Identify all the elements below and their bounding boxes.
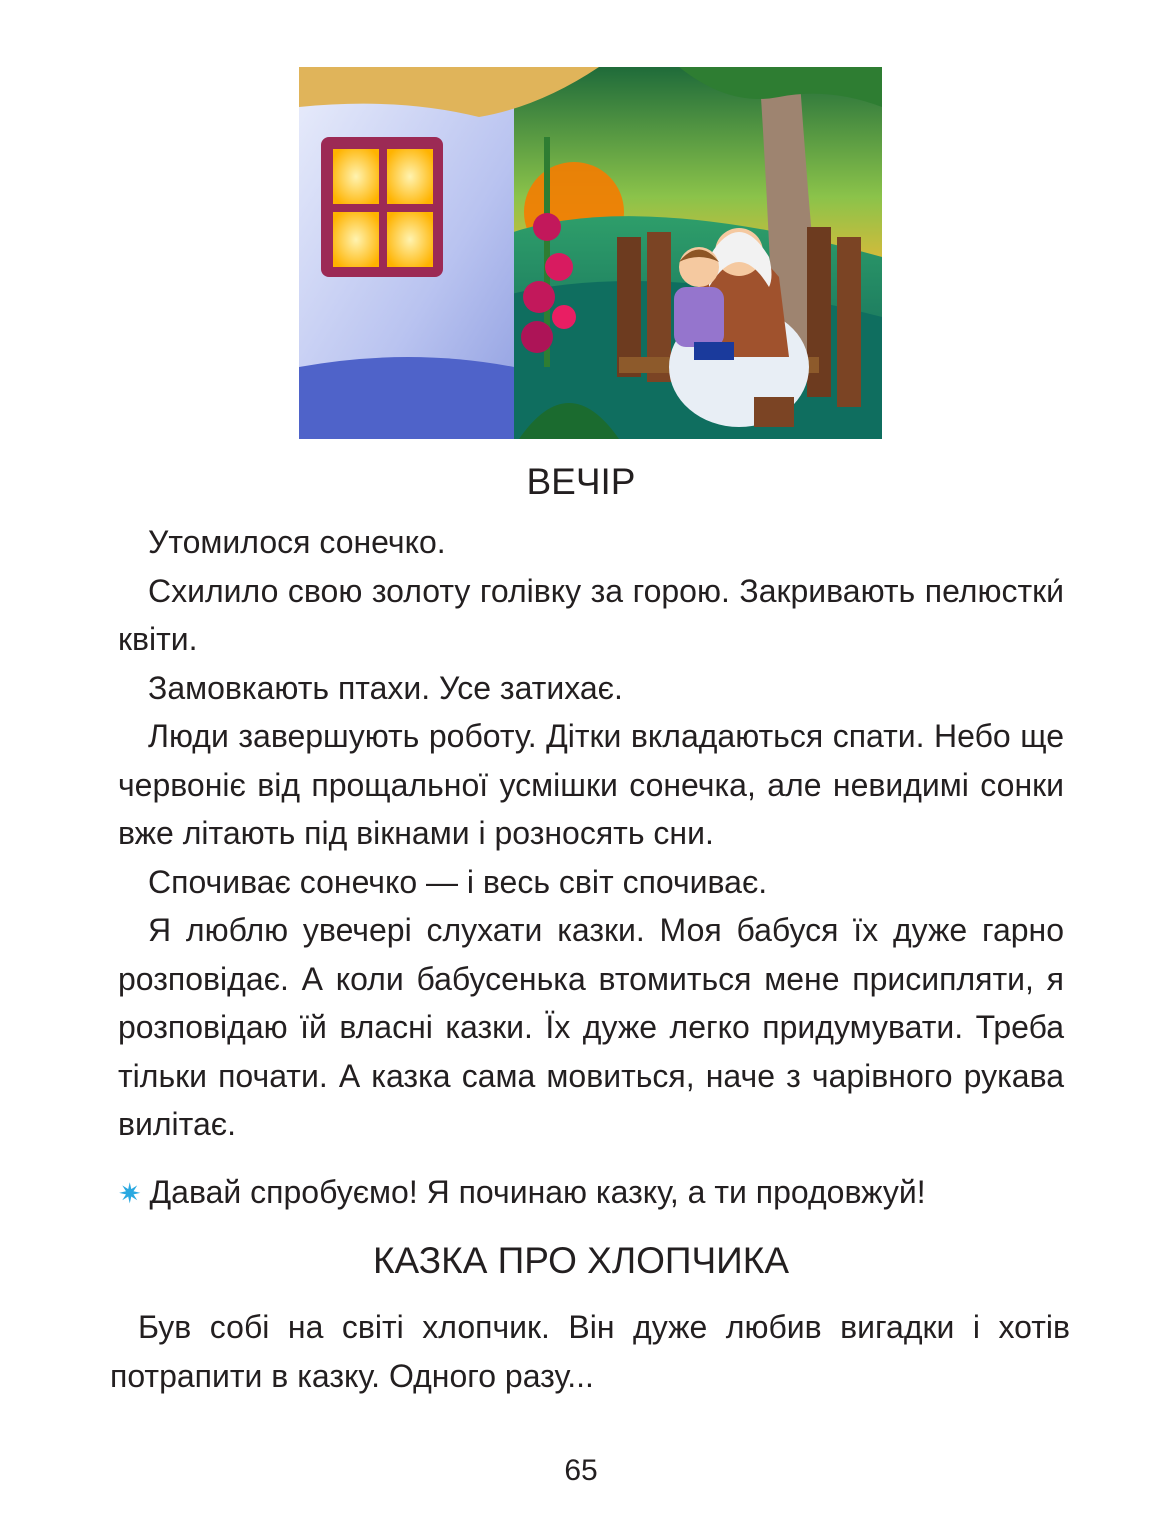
story-paragraph: Спочиває сонечко — і весь світ спочиває. <box>148 863 768 900</box>
story-text <box>118 518 1064 1149</box>
story-paragraph: Люди завершують роботу. Дітки вкладаються спати. Небо ще червоніє від прощальної усмішки сонечка, але невидимі сонки вже літають під вікнами і розносять сни. <box>118 718 1064 851</box>
story2-title: КАЗКА ПРО ХЛОПЧИКА <box>372 1240 789 1281</box>
story2-text <box>110 1303 1070 1400</box>
task-prompt <box>118 1168 1064 1218</box>
asterisk-icon: ✷ <box>118 1178 142 1209</box>
task-text: Давай спробуємо! Я починаю казку, а ти продовжуй! <box>149 1174 926 1210</box>
story-title: ВЕЧІР <box>526 461 636 502</box>
story2-paragraph: Був собі на світі хлопчик. Він дуже любив вигадки і хотів потрапити в казку. Одного разу... <box>110 1309 1070 1394</box>
story-paragraph: Я люблю увечері слухати казки. Моя бабуся їх дуже гарно розповідає. А коли бабусенька втомиться мене присипляти, я розповідаю їй власні казки. Їх дуже легко придумувати. Треба тільки почати. А казка сама мовиться, наче з чарівного рукава вилітає. <box>118 912 1064 1142</box>
evening-village-illustration-icon <box>299 67 882 439</box>
story-paragraph: Утомилося сонечко. <box>148 524 446 560</box>
evening-illustration <box>299 67 882 439</box>
story-paragraph: Замовкають птахи. Усе затихає. <box>148 669 623 706</box>
story-paragraph: Схилило свою золоту голівку за горою. Закривають пелюстки́ квіти. <box>118 572 1064 657</box>
page-number: 65 <box>564 1454 598 1487</box>
